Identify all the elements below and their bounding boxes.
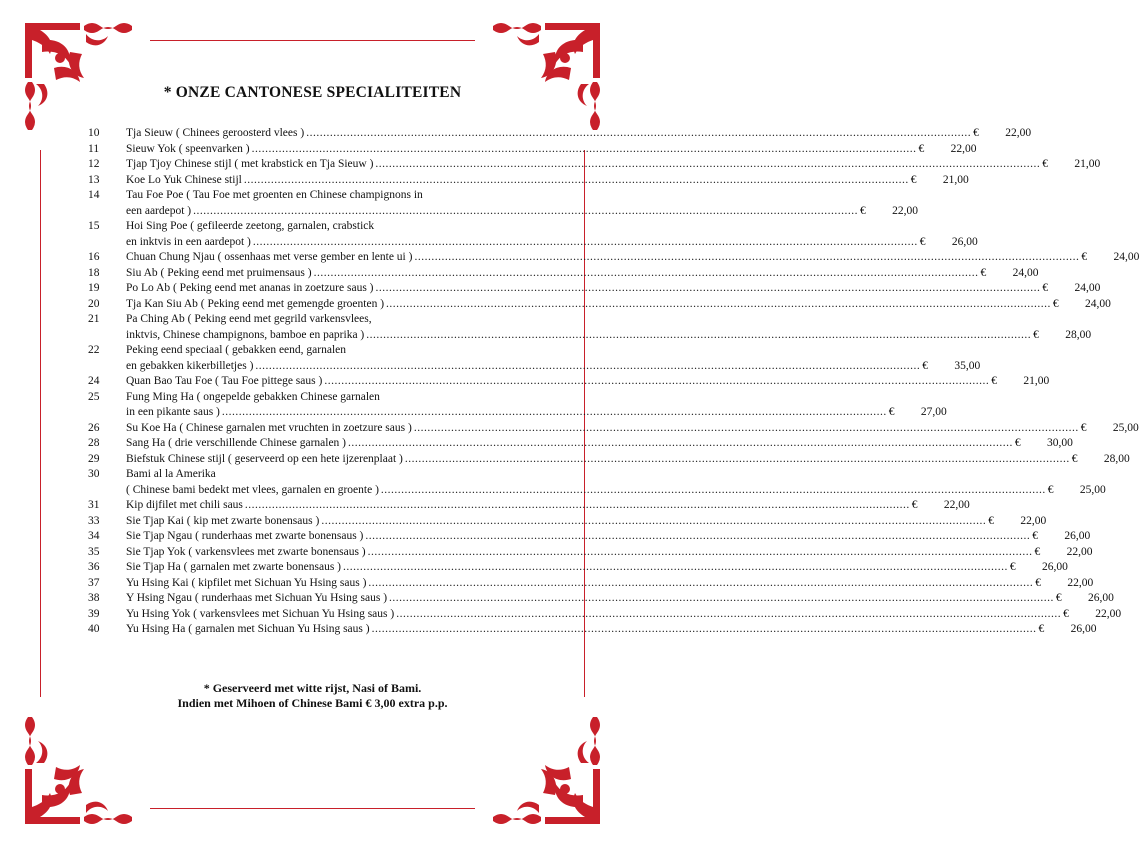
menu-item [88, 545, 1093, 561]
menu-item-text: Koe Lo Yuk Chinese stijl [126, 173, 242, 186]
menu-item-description [126, 374, 1049, 390]
menu-item-price: 24,00 [1074, 282, 1101, 294]
menu-item [88, 142, 977, 158]
menu-item-text: Sie Tjap Kai ( kip met zwarte bonensaus ) [126, 514, 320, 527]
menu-item-number: 11 [88, 142, 100, 155]
menu-item-description [126, 545, 1093, 561]
menu-item [88, 297, 1111, 313]
menu-item-price: 28,00 [1103, 452, 1130, 465]
menu-item [88, 312, 1092, 343]
currency-symbol: € [991, 375, 997, 387]
dot-leader [348, 436, 1013, 452]
menu-item-description [126, 297, 1111, 313]
menu-item-text: in een pikante saus ) [126, 406, 220, 418]
menu-item-text: inktvis, Chinese champignons, bamboe en paprika ) [126, 328, 365, 341]
currency-symbol: € [1014, 437, 1021, 449]
menu-item-line [126, 297, 1111, 313]
currency-symbol: € [1080, 421, 1087, 434]
menu-item-description [126, 576, 1093, 592]
currency-symbol: € [918, 142, 925, 155]
menu-item-text: Kip dijfilet met chili saus [126, 499, 243, 511]
menu-item-line [126, 312, 1091, 328]
menu-item [88, 498, 970, 514]
dot-leader [255, 359, 920, 375]
menu-item-description [126, 622, 1096, 638]
menu-item-line [126, 374, 1049, 390]
menu-item-description [126, 390, 947, 421]
menu-item-price: 22,00 [943, 499, 970, 511]
dot-leader [324, 374, 989, 390]
menu-item-description [126, 281, 1100, 297]
menu-item-description [126, 188, 918, 219]
menu-item-line [126, 545, 1093, 561]
menu-item-line [126, 622, 1096, 638]
menu-item-line [126, 328, 1091, 344]
menu-item-number: 16 [88, 251, 100, 263]
menu-item-line [126, 560, 1068, 576]
dot-leader [375, 157, 1040, 173]
menu-item-description [126, 560, 1068, 576]
menu-item [88, 374, 1050, 390]
menu-item-price: 28,00 [1065, 328, 1092, 341]
currency-symbol: € [1034, 545, 1041, 558]
menu-item-description [126, 266, 1038, 282]
menu-item-number: 13 [88, 173, 100, 186]
menu-item-number: 28 [88, 437, 100, 449]
menu-item-line [126, 390, 947, 406]
menu-item-price: 22,00 [1095, 607, 1122, 620]
menu-item-price: 26,00 [1088, 592, 1114, 604]
menu-item-number: 30 [88, 468, 100, 480]
dot-leader [193, 204, 858, 220]
menu-item-number: 21 [88, 313, 100, 325]
menu-item-text: Sang Ha ( drie verschillende Chinese garnalen ) [126, 437, 347, 449]
currency-symbol: € [1038, 623, 1045, 635]
menu-item-price: 27,00 [920, 406, 947, 418]
menu-item-price: 21,00 [942, 173, 969, 186]
menu-item-number: 19 [88, 282, 100, 294]
dot-leader [368, 545, 1033, 561]
currency-symbol: € [1071, 452, 1078, 465]
currency-symbol: € [922, 359, 929, 372]
currency-symbol: € [1081, 251, 1088, 263]
menu-item-number: 24 [88, 375, 100, 387]
currency-symbol: € [988, 514, 994, 527]
menu-item-description [126, 421, 1139, 437]
menu-item-text: Hoi Sing Poe ( gefileerde zeetong, garnalen, crabstick [126, 220, 375, 232]
border-line-top [150, 40, 475, 41]
menu-item-price: 24,00 [1012, 266, 1039, 279]
menu-item-text: een aardepot ) [126, 204, 192, 217]
dot-leader [252, 142, 917, 158]
menu-item-number: 10 [88, 127, 100, 139]
menu-item-text: Pa Ching Ab ( Peking eend met gegrild varkensvlees, [126, 313, 372, 325]
dot-leader [244, 173, 909, 189]
menu-item-price: 22,00 [950, 142, 977, 155]
menu-item-text: Yu Hsing Yok ( varkensvlees met Sichuan Yu Hsing saus ) [126, 607, 395, 620]
dot-leader [253, 235, 918, 251]
menu-item-price: 24,00 [1113, 251, 1139, 263]
menu-item-text: en gebakken kikerbilletjes ) [126, 359, 254, 372]
dot-leader [314, 266, 979, 282]
dot-leader [386, 297, 1051, 313]
dot-leader [405, 452, 1070, 468]
menu-item-line [126, 607, 1121, 623]
menu-item-line [126, 126, 1031, 142]
footer-note [0, 681, 625, 711]
menu-item-price: 25,00 [1112, 421, 1139, 434]
menu-item [88, 250, 1139, 266]
menu-item-price: 22,00 [1067, 576, 1094, 589]
currency-symbol: € [1033, 328, 1039, 341]
currency-symbol: € [919, 235, 926, 248]
menu-item-text: Yu Hsing Ha ( garnalen met Sichuan Yu Hsing saus ) [126, 623, 370, 635]
menu-item [88, 514, 1047, 530]
menu-item-price: 22,00 [1020, 514, 1047, 527]
menu-item-number: 39 [88, 607, 100, 620]
menu-item-price: 26,00 [1064, 530, 1091, 542]
menu-item [88, 529, 1091, 545]
menu-item-number: 26 [88, 421, 100, 434]
menu-item-description [126, 312, 1091, 343]
menu-item [88, 173, 969, 189]
currency-symbol: € [1047, 483, 1054, 496]
menu-item [88, 576, 1094, 592]
ornament-corner-bottom-left [20, 699, 150, 829]
currency-symbol: € [1055, 592, 1062, 604]
menu-item-description [126, 591, 1114, 607]
menu-item-price: 26,00 [1042, 561, 1068, 573]
dot-leader [389, 591, 1054, 607]
menu-item-line [126, 204, 918, 220]
currency-symbol: € [980, 266, 987, 279]
menu-item [88, 266, 1039, 282]
currency-symbol: € [1009, 561, 1016, 573]
currency-symbol: € [910, 173, 917, 186]
menu-item-text: Sie Tjap Ha ( garnalen met zwarte bonensaus ) [126, 561, 342, 573]
menu-item-text: Tja Sieuw ( Chinees geroosterd vlees ) [126, 127, 305, 139]
currency-symbol: € [973, 127, 979, 139]
dot-leader [343, 560, 1008, 576]
dot-leader [414, 421, 1079, 437]
menu-item-text: Quan Bao Tau Foe ( Tau Foe pittege saus ) [126, 375, 323, 387]
dot-leader [381, 483, 1046, 499]
ornament-corner-bottom-right [475, 699, 605, 829]
menu-item-number: 33 [88, 514, 100, 527]
currency-symbol: € [1032, 530, 1038, 542]
menu-item-number: 37 [88, 576, 100, 589]
dot-leader [365, 529, 1030, 545]
menu-item-number: 18 [88, 266, 100, 279]
menu-item-price: 22,00 [1005, 127, 1032, 139]
menu-item-number: 40 [88, 623, 100, 635]
menu-item [88, 591, 1114, 607]
border-line-left [40, 150, 41, 697]
menu-item-number: 22 [88, 344, 100, 356]
menu-item-line [126, 483, 1106, 499]
currency-symbol: € [1042, 282, 1049, 294]
currency-symbol: € [860, 204, 866, 217]
menu-item [88, 219, 978, 250]
menu-item-text: Siu Ab ( Peking eend met pruimensaus ) [126, 266, 312, 279]
menu-item-text: Bami al la Amerika [126, 468, 216, 480]
menu-item-number: 36 [88, 561, 100, 573]
menu-item-text: Tja Kan Siu Ab ( Peking eend met gemengde groenten ) [126, 297, 385, 310]
menu-item-text: Po Lo Ab ( Peking eend met ananas in zoetzure saus ) [126, 282, 374, 294]
menu-item-description [126, 529, 1090, 545]
menu-item-description [126, 498, 970, 514]
menu-item-number: 25 [88, 390, 100, 403]
menu-item-text: Tau Foe Poe ( Tau Foe met groenten en Chinese champignons in [126, 189, 423, 201]
menu-item-price: 24,00 [1085, 297, 1111, 310]
menu-item-description [126, 452, 1130, 468]
dot-leader [372, 622, 1037, 638]
currency-symbol: € [888, 406, 895, 418]
menu-item-number: 15 [88, 220, 100, 232]
menu-item-description [126, 157, 1100, 173]
menu-item-line [126, 142, 976, 158]
menu-item-text: Fung Ming Ha ( ongepelde gebakken Chinese garnalen [126, 390, 380, 403]
menu-item-number: 38 [88, 592, 100, 604]
menu-item-description [126, 250, 1139, 266]
menu-item-number: 12 [88, 158, 100, 170]
dot-leader [368, 576, 1033, 592]
menu-item-text: Yu Hsing Kai ( kipfilet met Sichuan Yu Hsing saus ) [126, 576, 367, 589]
menu-item-price: 21,00 [1023, 375, 1050, 387]
menu-item-text: Biefstuk Chinese stijl ( geserveerd op een hete ijzerenplaat ) [126, 452, 403, 465]
menu-item-line [126, 514, 1046, 530]
menu-item-description [126, 173, 969, 189]
menu-item-text: Tjap Tjoy Chinese stijl ( met krabstick en Tja Sieuw ) [126, 158, 374, 170]
menu-item [88, 607, 1122, 623]
menu-item-line [126, 452, 1130, 468]
menu-item [88, 421, 1139, 437]
dot-leader [396, 607, 1061, 623]
menu-item-line [126, 359, 980, 375]
dot-leader [376, 281, 1041, 297]
menu-item-line [126, 405, 947, 421]
menu-item [88, 560, 1068, 576]
menu-item [88, 436, 1073, 452]
menu-item-number: 20 [88, 297, 100, 310]
menu-item-price: 21,00 [1074, 158, 1101, 170]
menu-item-line [126, 219, 978, 235]
menu-item-description [126, 607, 1121, 623]
menu-item-text: ( Chinese bami bedekt met vlees, garnalen en groente ) [126, 483, 379, 496]
menu-list [88, 126, 1139, 638]
menu-item [88, 157, 1101, 173]
currency-symbol: € [911, 499, 918, 511]
menu-item-line [126, 250, 1139, 266]
dot-leader [245, 498, 910, 514]
menu-item-text: Sieuw Yok ( speenvarken ) [126, 142, 250, 155]
menu-item-description [126, 219, 978, 250]
menu-item [88, 390, 947, 421]
menu-item-text: en inktvis in een aardepot ) [126, 235, 251, 248]
menu-item-line [126, 157, 1100, 173]
menu-item-text: Sie Tjap Ngau ( runderhaas met zwarte bonensaus ) [126, 530, 364, 542]
menu-item-price: 22,00 [1066, 545, 1093, 558]
menu-item-number: 29 [88, 452, 100, 465]
menu-item-description [126, 467, 1106, 498]
menu-item-line [126, 529, 1090, 545]
menu-item-line [126, 281, 1100, 297]
menu-item-line [126, 576, 1093, 592]
currency-symbol: € [1063, 607, 1069, 620]
menu-item-description [126, 142, 976, 158]
menu-item-price: 35,00 [954, 359, 981, 372]
menu-item-line [126, 173, 969, 189]
menu-item-price: 26,00 [1070, 623, 1097, 635]
menu-item-text: Chuan Chung Njau ( ossenhaas met verse gember en lente ui ) [126, 251, 413, 263]
footer-line-1: * Geserveerd met witte rijst, Nasi of Bami. [203, 681, 422, 695]
menu-item-text: Y Hsing Ngau ( runderhaas met Sichuan Yu Hsing saus ) [126, 592, 388, 604]
menu-item-line [126, 421, 1139, 437]
menu-item-line [126, 498, 970, 514]
menu-item-price: 22,00 [892, 204, 919, 217]
currency-symbol: € [1042, 158, 1049, 170]
footer-line-2: Indien met Mihoen of Chinese Bami € 3,00 extra p.p. [177, 696, 448, 710]
currency-symbol: € [1035, 576, 1042, 589]
menu-item [88, 188, 919, 219]
menu-item [88, 281, 1101, 297]
menu-item-text: Peking eend speciaal ( gebakken eend, garnalen [126, 344, 346, 356]
menu-item-text: Sie Tjap Yok ( varkensvlees met zwarte bonensaus ) [126, 545, 366, 558]
menu-item-number: 35 [88, 545, 100, 558]
dot-leader [222, 405, 887, 421]
menu-item [88, 622, 1097, 638]
menu-item-line [126, 467, 1106, 483]
menu-item-description [126, 343, 980, 374]
dot-leader [306, 126, 971, 142]
dot-leader [366, 328, 1031, 344]
menu-item-line [126, 591, 1114, 607]
dot-leader [414, 250, 1079, 266]
menu-item [88, 452, 1130, 468]
menu-item [88, 126, 1032, 142]
menu-item-number: 34 [88, 530, 100, 542]
menu-item-price: 25,00 [1079, 483, 1106, 496]
menu-item-description [126, 126, 1031, 142]
menu-item-number: 31 [88, 499, 100, 511]
dot-leader [321, 514, 986, 530]
currency-symbol: € [1052, 297, 1059, 310]
menu-item-line [126, 235, 978, 251]
menu-item-description [126, 436, 1073, 452]
border-line-bottom [150, 808, 475, 809]
menu-item-line [126, 436, 1073, 452]
menu-item-price: 30,00 [1047, 437, 1073, 449]
menu-item [88, 343, 981, 374]
menu-item [88, 467, 1106, 498]
menu-item-price: 26,00 [951, 235, 978, 248]
menu-item-line [126, 188, 918, 204]
page-title: * ONZE CANTONESE SPECIALITEITEN [163, 84, 462, 101]
menu-item-line [126, 343, 980, 359]
menu-item-number: 14 [88, 189, 100, 201]
menu-item-line [126, 266, 1038, 282]
menu-item-description [126, 514, 1046, 530]
menu-item-text: Su Koe Ha ( Chinese garnalen met vruchten in zoetzure saus ) [126, 421, 412, 434]
